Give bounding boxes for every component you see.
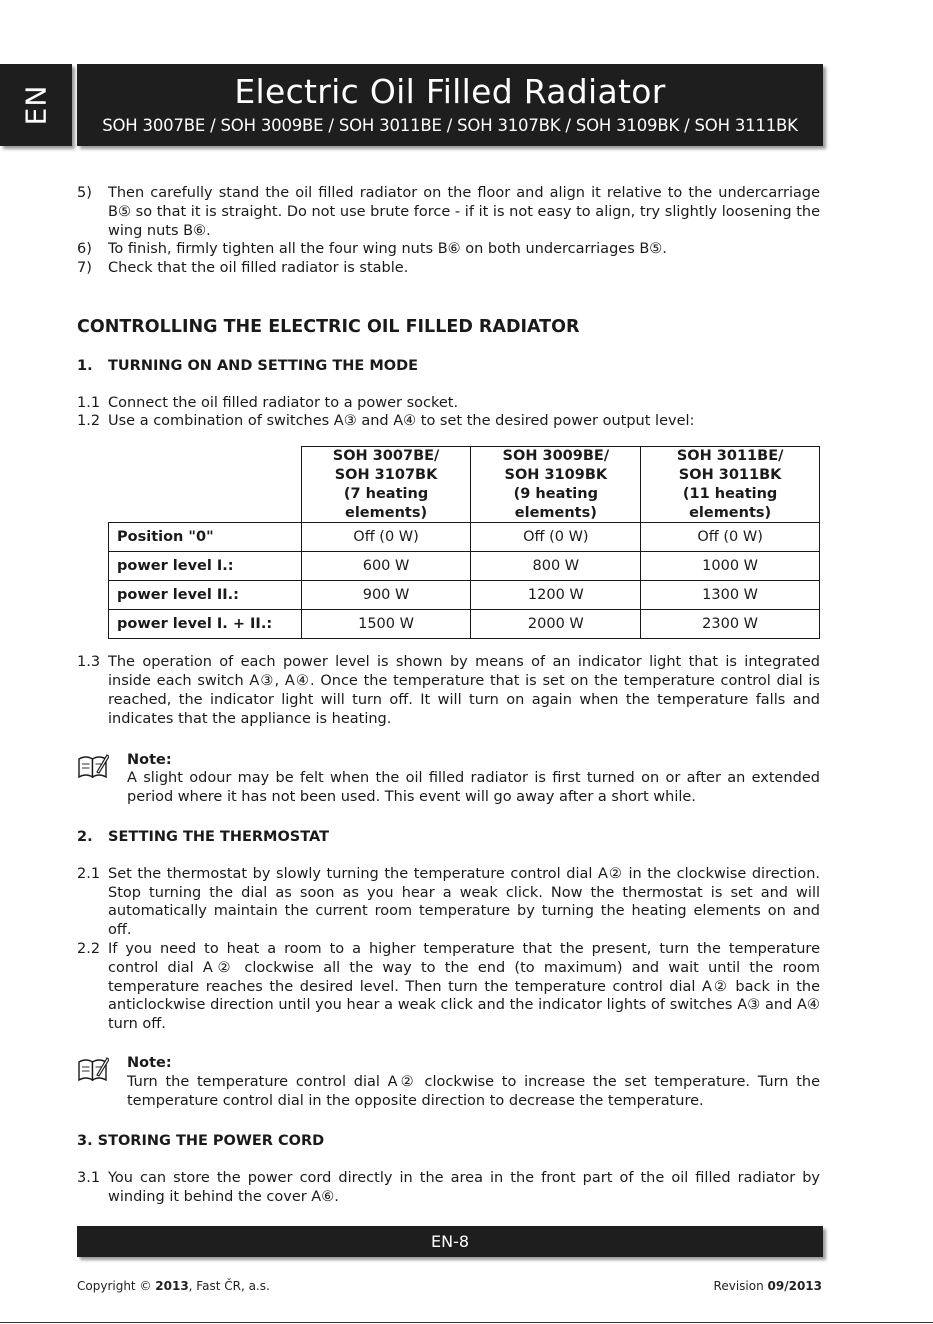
language-label: EN: [19, 84, 53, 126]
note-text: A slight odour may be felt when the oil filled radiator is first turned on or after an extended period where it has not been used. This event will go away after a short while.: [127, 770, 820, 806]
list-item: 2.1 Set the thermostat by slowly turning the temperature control dial A② in the clockwise direction. Stop turning the dial as soon as you hear a weak click. Now the thermostat is set and will automatically maintain the current room temperature by turning the heating elements on and off.: [77, 865, 820, 939]
table-header: SOH 3009BE/ SOH 3109BK (9 heating elements): [471, 447, 641, 523]
page-title: Electric Oil Filled Radiator: [234, 72, 666, 111]
page-number-bar: [77, 1226, 823, 1257]
book-note-icon: [77, 1054, 127, 1110]
table-row: [109, 552, 820, 581]
note-title: Note:: [127, 1054, 172, 1071]
table-header: SOH 3007BE/ SOH 3107BK (7 heating elements): [301, 447, 471, 523]
note-text: Turn the temperature control dial A② clockwise to increase the set temperature. Turn the temperature control dial in the opposite direction to decrease the temperature.: [127, 1073, 820, 1109]
note-box: [77, 751, 820, 807]
table-cell: 800 W: [471, 552, 641, 581]
note-box: [77, 1054, 820, 1110]
list-item: 1.1 Connect the oil filled radiator to a power socket.: [77, 394, 459, 411]
table-cell: Off (0 W): [641, 523, 820, 552]
list-item: 2.2 If you need to heat a room to a higher temperature that the present, turn the temperature control dial A② clockwise all the way to the end (to maximum) and wait until the room temperature reaches the desired level. Then turn the temperature control dial A② back in the anticlockwise direction until you hear a weak click and the indicator lights of switches A③ and A④ turn off.: [77, 940, 820, 1033]
table-row: [109, 523, 820, 552]
row-label: power level I. + II.:: [109, 610, 302, 639]
table-cell: 900 W: [301, 581, 471, 610]
thermostat-instructions: [77, 865, 820, 1034]
section-title: CONTROLLING THE ELECTRIC OIL FILLED RADIATOR: [77, 316, 580, 337]
subsection-title: 3. STORING THE POWER CORD: [77, 1133, 325, 1150]
language-tab: [0, 64, 72, 146]
subsection-title: 1. TURNING ON AND SETTING THE MODE: [77, 357, 419, 374]
row-label: Position "0": [109, 523, 302, 552]
table-cell: 2000 W: [471, 610, 641, 639]
list-item: 1.2 Use a combination of switches A③ and A④ to set the desired power output level:: [77, 413, 695, 430]
power-table: [108, 446, 820, 639]
header-bar: [77, 64, 823, 146]
table-header-row: [109, 447, 820, 523]
table-cell: Off (0 W): [301, 523, 471, 552]
table-row: [109, 610, 820, 639]
table-cell: 1000 W: [641, 552, 820, 581]
table-cell: Off (0 W): [471, 523, 641, 552]
row-label: power level II.:: [109, 581, 302, 610]
mode-instructions: [77, 394, 820, 432]
note-title: Note:: [127, 751, 172, 768]
model-list: SOH 3007BE / SOH 3009BE / SOH 3011BE / SOH 3107BK / SOH 3109BK / SOH 3111BK: [102, 116, 798, 135]
copyright: Copyright © 2013, Fast ČR, a.s.: [77, 1279, 270, 1293]
book-note-icon: [77, 751, 127, 807]
table-cell: 600 W: [301, 552, 471, 581]
subsection-title: 2. SETTING THE THERMOSTAT: [77, 828, 329, 845]
table-row: [109, 581, 820, 610]
revision: Revision 09/2013: [713, 1279, 822, 1293]
list-item: 7) Check that the oil filled radiator is stable.: [77, 260, 409, 277]
row-label: power level I.:: [109, 552, 302, 581]
assembly-steps: [77, 184, 820, 278]
main-content: [77, 184, 820, 1207]
table-cell: 1200 W: [471, 581, 641, 610]
page-number: EN-8: [430, 1232, 470, 1251]
list-item: 5) Then carefully stand the oil filled radiator on the floor and align it relative to the undercarriage B⑤ so that it is straight. Do not use brute force - if it is not easy to align, try slightly loosening the wing nuts B⑥.: [77, 185, 820, 239]
table-cell: 2300 W: [641, 610, 820, 639]
list-item: 6) To finish, firmly tighten all the four wing nuts B⑥ on both undercarriages B⑤.: [77, 241, 667, 258]
table-header: SOH 3011BE/ SOH 3011BK (11 heating elements): [641, 447, 820, 523]
table-corner: [109, 447, 302, 523]
table-cell: 1500 W: [301, 610, 471, 639]
list-item: 3.1 You can store the power cord directly in the area in the front part of the oil filled radiator by winding it behind the cover A⑥.: [77, 1170, 820, 1205]
page-bottom-rule: [0, 1322, 933, 1323]
list-item: 1.3 The operation of each power level is shown by means of an indicator light that is integrated inside each switch A③, A④. Once the temperature that is set on the temperature control dial is reached, the indicator light will turn off. It will turn on again when the temperature falls and indicates that the appliance is heating.: [77, 654, 820, 727]
table-cell: 1300 W: [641, 581, 820, 610]
